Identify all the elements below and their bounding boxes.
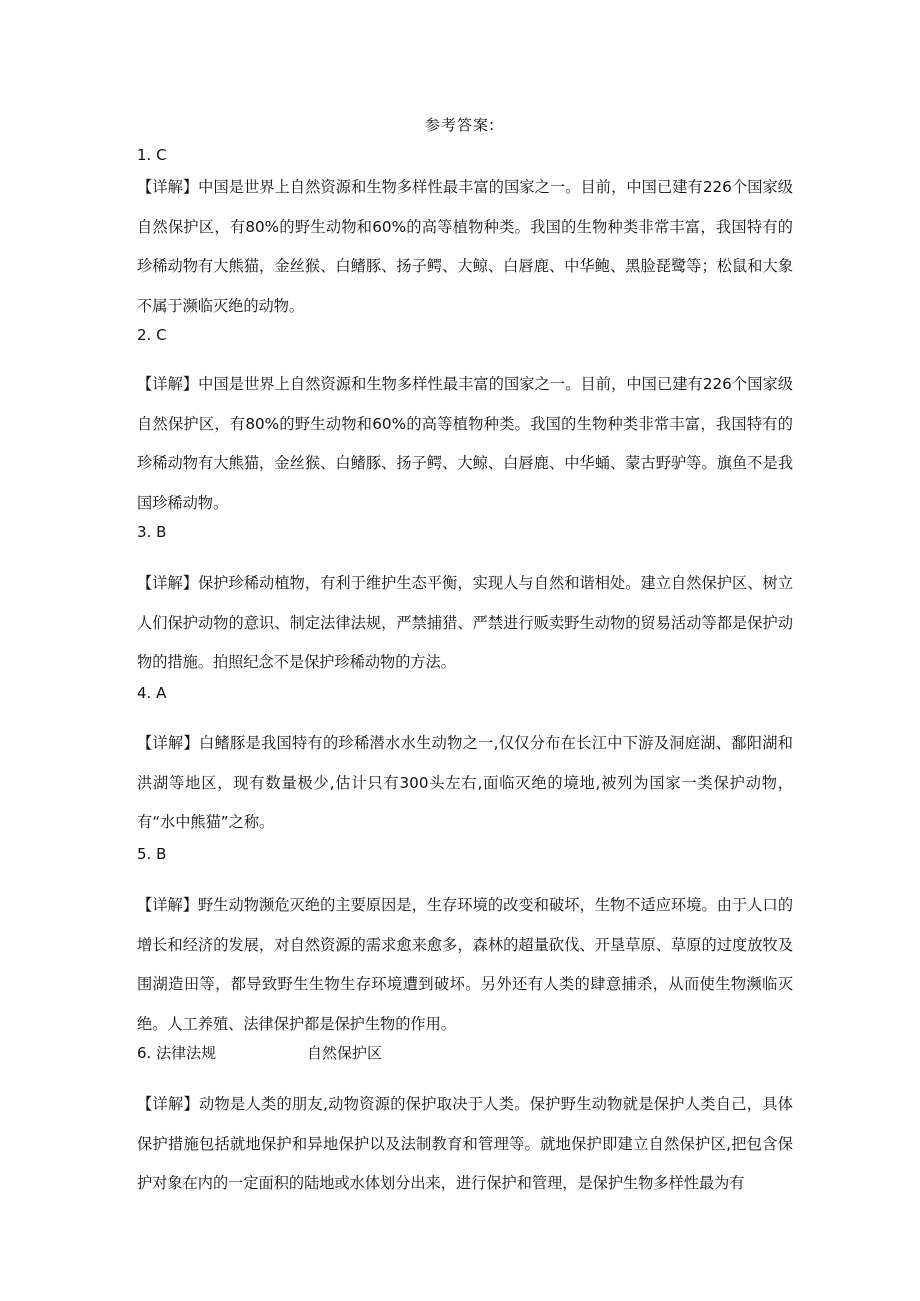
question-answer: B (156, 845, 167, 863)
page-title: 参考答案: (424, 116, 496, 134)
question-2-explanation: 【详解】中国是世界上自然资源和生物多样性最丰富的国家之一。目前，中国已建有226个国家级自然保护区，有80%的野生动物和60%的高等植物种类。我国的生物种类非常丰富，我国特有的珍稀动物有大熊猫，金丝猴、白鳍豚、扬子鳄、大鲸、白唇鹿、中华蛹、蒙古野驴等。旗鱼不是我国珍稀动物。 (137, 375, 793, 512)
question-3-explanation: 【详解】保护珍稀动植物，有利于维护生态平衡，实现人与自然和谐相处。建立自然保护区、树立人们保护动物的意识、制定法律法规，严禁捕猎、严禁进行贩卖野生动物的贸易活动等都是保护动物的措施。拍照纪念不是保护珍稀动物的方法。 (137, 574, 793, 671)
question-number: 2. (137, 326, 152, 344)
question-number: 4. (137, 684, 152, 702)
question-4-explanation: 【详解】白鳍豚是我国特有的珍稀潜水水生动物之一,仅仅分布在长江中下游及洞庭湖、鄱阳湖和洪湖等地区，现有数量极少,估计只有300头左右,面临灭绝的境地,被列为国家一类保护动物，有“水中熊猫”之称。 (137, 734, 793, 831)
question-4-header (137, 681, 166, 705)
question-3-header (137, 520, 166, 544)
question-5-explanation: 【详解】野生动物濒危灭绝的主要原因是，生存环境的改变和破坏，生物不适应环境。由于人口的增长和经济的发展，对自然资源的需求愈来愈多，森林的超量砍伐、开垦草原、草原的过度放牧及围湖造田等，都导致野生生物生存环境遭到破坏。另外还有人类的肆意捕杀，从而使生物濒临灭绝。人工养殖、法律保护都是保护生物的作用。 (137, 896, 793, 1033)
question-answer: 法律法规 (156, 1044, 217, 1062)
question-answer: A (156, 684, 167, 702)
question-1-header (137, 143, 167, 167)
question-answer: B (156, 523, 167, 541)
question-number: 5. (137, 845, 152, 863)
question-5-header (137, 842, 166, 866)
question-answer: C (156, 326, 167, 344)
question-number: 1. (137, 146, 152, 164)
question-answer-2: 自然保护区 (307, 1044, 383, 1062)
question-2-header (137, 323, 167, 347)
question-1-explanation: 【详解】中国是世界上自然资源和生物多样性最丰富的国家之一。目前，中国已建有226个国家级自然保护区，有80%的野生动物和60%的高等植物种类。我国的生物种类非常丰富，我国特有的珍稀动物有大熊猫，金丝猴、白鳍豚、扬子鳄、大鲸、白唇鹿、中华鲍、黑脸琵鹭等；松鼠和大象不属于濒临灭绝的动物。 (137, 178, 793, 315)
question-6-explanation: 【详解】动物是人类的朋友,动物资源的保护取决于人类。保护野生动物就是保护人类自己，具体保护措施包括就地保护和异地保护以及法制教育和管理等。就地保护即建立自然保护区,把包含保护对象在内的一定面积的陆地或水体划分出来，进行保护和管理，是保护生物多样性最为有 (137, 1095, 793, 1192)
question-number: 3. (137, 523, 152, 541)
question-number: 6. (137, 1044, 152, 1062)
question-answer: C (156, 146, 167, 164)
question-6-header (137, 1041, 383, 1065)
